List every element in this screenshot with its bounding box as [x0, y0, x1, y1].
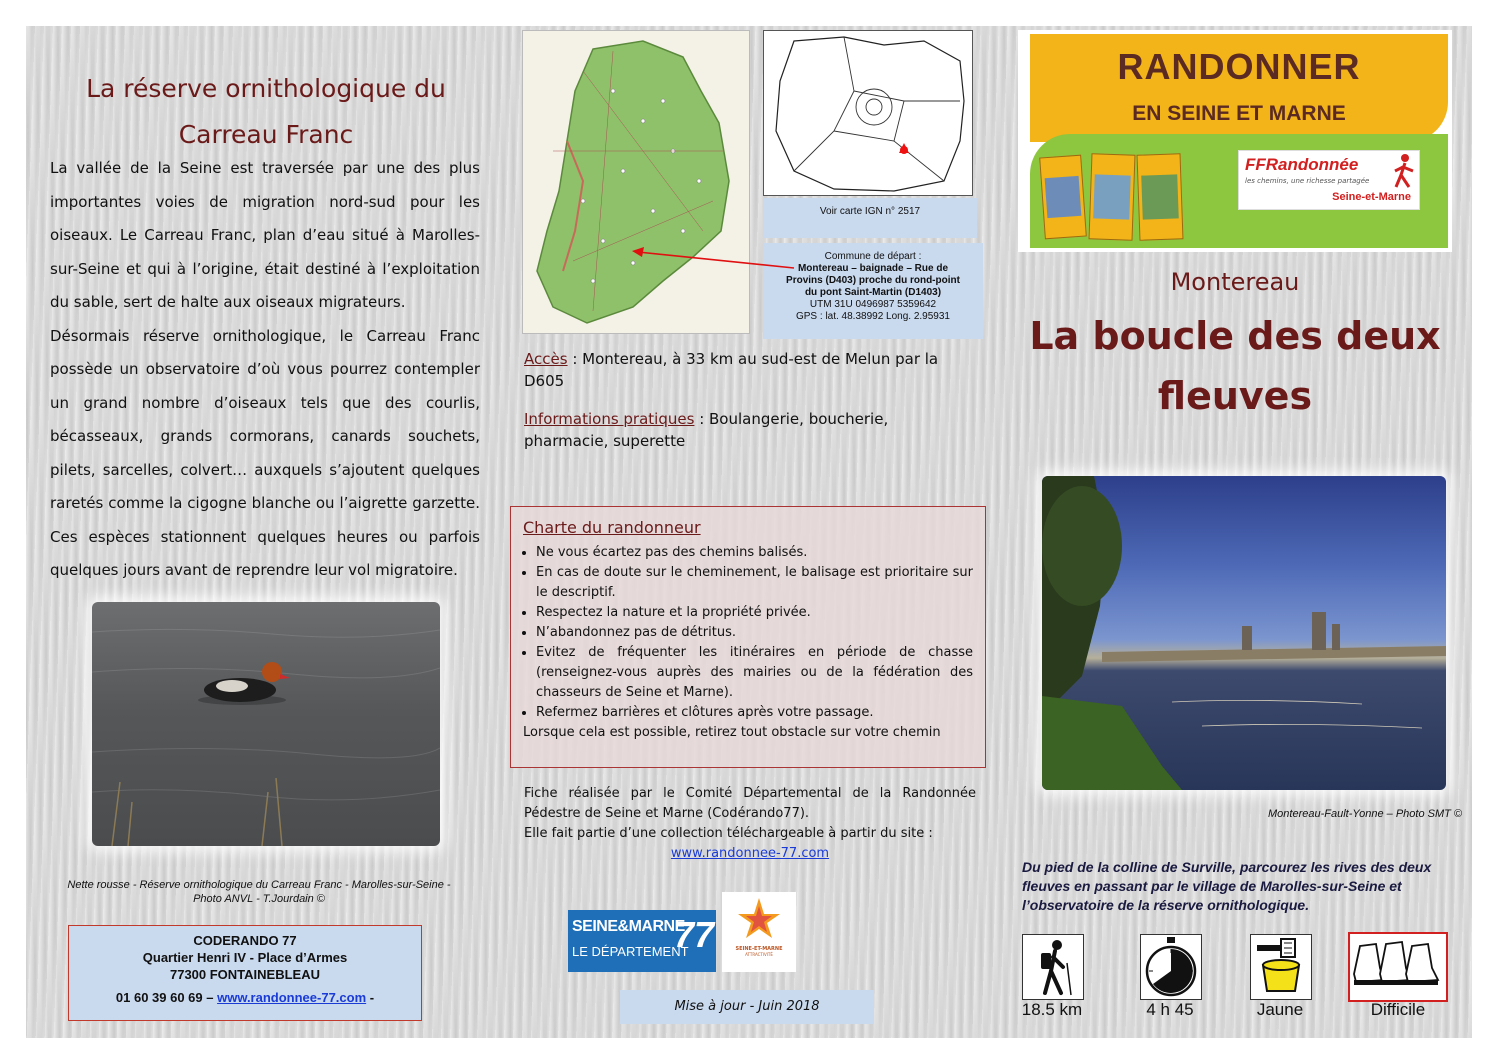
region-map — [763, 30, 973, 196]
duration-label: 4 h 45 — [1146, 1000, 1194, 1019]
star-icon — [722, 892, 796, 942]
access-label: Accès — [524, 350, 568, 368]
route-title-line2: fleuves — [1157, 374, 1313, 418]
river-photo — [1042, 476, 1446, 790]
stopwatch-icon — [1141, 935, 1201, 999]
banner-subtitle: EN SEINE ET MARNE — [1132, 102, 1346, 125]
practical-info-text: : Boulangerie, boucherie, pharmacie, superette — [524, 410, 889, 450]
duck-photo-image — [92, 602, 440, 846]
distance-icon-box — [1022, 934, 1084, 1000]
charte-item: • Ne vous écartez pas des chemins balisés. — [536, 543, 973, 563]
fiche-website-link[interactable]: www.randonnee-77.com — [670, 846, 830, 861]
charte-item: • Refermez barrières et clôtures après votre passage. — [536, 703, 973, 723]
reserve-paragraph-2: Désormais réserve ornithologique, le Carreau Franc possède un observatoire d’où vous pourrez contempler un grand nombre d’oiseaux tels que des courlis, bécasseaux, grands cormorans, canards souchets, pilets, sarcelles, colvert… auxquels s’ajoutent quelques raretés comme la cigogne blanche ou l’aigrette garzette. Ces espèces stationnent quelques heures ou parfois quelques jours avant de reprendre leur vol migratoire. — [50, 326, 480, 579]
charte-item: • En cas de doute sur le cheminement, le balisage est prioritaire sur le descriptif. — [536, 563, 973, 603]
charte-list — [523, 543, 973, 723]
balisage-label: Jaune — [1256, 1000, 1304, 1019]
duck-caption-line1: Nette rousse - Réserve ornithologique du Carreau Franc - Marolles-sur-Seine - — [67, 879, 451, 891]
reserve-paragraph-1: La vallée de la Seine est traversée par une des plus importantes voies de migration nord-sud pour les oiseaux. Le Carreau Franc, plan d’eau situé à Marolles-sur-Seine et qui à l’origine, était destiné à l’exploitation du sable, sert de halte aux oiseaux migrateurs. — [50, 159, 480, 311]
charte-item: • N’abandonnez pas de détritus. — [536, 623, 973, 643]
ffr-walker-icon — [1393, 153, 1415, 189]
town-name: Montereau — [1170, 268, 1300, 296]
departure-line-2: Provins (D403) proche du rond-point — [786, 275, 960, 286]
route-description: Du pied de la colline de Surville, parcourez les rives des deux fleuves en passant par le village de Marolles-sur-Seine et l’observatoire de la réserve ornithologique. — [1022, 859, 1432, 913]
departure-line-3: du pont Saint-Martin (D1403) — [804, 287, 942, 298]
duck-photo-caption — [26, 878, 492, 906]
contact-website-link[interactable]: www.randonnee-77.com — [217, 990, 367, 1005]
river-photo-image — [1042, 476, 1446, 790]
topo-guide-cover — [1089, 153, 1136, 240]
contact-trail: - — [366, 990, 375, 1005]
difficulty-label: Difficile — [1370, 1000, 1426, 1019]
arrow-icon — [626, 246, 796, 286]
fiche-line-1: Fiche réalisée par le Comité Départemental de la Randonnée Pédestre de Seine et Marne (Codérando77). — [524, 786, 976, 821]
charte-closing: Lorsque cela est possible, retirez tout obstacle sur votre chemin — [523, 725, 941, 740]
region-map-image — [764, 31, 972, 195]
boots-icon — [1350, 934, 1446, 1000]
ign-map-text: Voir carte IGN n° 2517 — [819, 206, 921, 217]
update-box — [620, 990, 874, 1024]
seine-logo-line1: SEINE&MARNE — [572, 918, 685, 935]
department-map-image — [523, 31, 749, 333]
update-text: Mise à jour - Juin 2018 — [674, 999, 820, 1014]
river-photo-caption: Montereau-Fault-Yonne – Photo SMT © — [1268, 808, 1462, 820]
charte-title: Charte du randonneur — [523, 518, 701, 537]
contact-box — [68, 925, 422, 1021]
attractivity-logo — [722, 892, 796, 972]
departure-utm: UTM 31U 0496987 5359642 — [809, 299, 937, 310]
topo-guide-cover — [1039, 155, 1087, 240]
reserve-title-line1: La réserve ornithologique du — [86, 74, 446, 103]
route-title — [1018, 306, 1452, 426]
departure-box — [763, 243, 983, 339]
contact-address-2: 77300 FONTAINEBLEAU — [169, 967, 320, 982]
department-map — [522, 30, 750, 334]
practical-info-line — [524, 408, 949, 452]
paint-brush-icon — [1251, 935, 1311, 999]
duck-caption-line2: Photo ANVL - T.Jourdain © — [193, 893, 325, 905]
charte-box — [510, 506, 986, 768]
charte-item: • Respectez la nature et la propriété privée. — [536, 603, 973, 623]
balisage-icon-box — [1250, 934, 1312, 1000]
contact-name: CODERANDO 77 — [193, 933, 297, 948]
ffr-region: Seine-et-Marne — [1332, 191, 1411, 203]
hiker-icon — [1023, 935, 1083, 999]
contact-address-1: Quartier Henri IV - Place d’Armes — [142, 950, 348, 965]
banner — [1018, 30, 1452, 252]
brochure-page — [26, 26, 1472, 1038]
distance-label: 18.5 km — [1021, 1000, 1083, 1019]
attractivity-logo-sub: ATTRACTIVITÉ — [745, 952, 773, 957]
ffr-logo — [1238, 150, 1420, 210]
practical-info-label: Informations pratiques — [524, 410, 695, 428]
ffr-logo-text: FFRandonnée — [1245, 155, 1359, 174]
route-title-line1: La boucle des deux — [1029, 314, 1441, 358]
access-info — [524, 348, 949, 452]
reserve-description — [50, 152, 480, 588]
attractivity-logo-text: SEINE-ET-MARNE — [735, 946, 783, 952]
difficulty-icon-box — [1348, 932, 1448, 1002]
banner-title: RANDONNER — [1117, 46, 1361, 87]
duration-icon-box — [1140, 934, 1202, 1000]
seine-logo-line2: LE DÉPARTEMENT — [572, 944, 689, 959]
contact-phone-line — [69, 989, 421, 1006]
fiche-line-2: Elle fait partie d’une collection téléchargeable à partir du site : — [524, 826, 933, 841]
access-line — [524, 348, 949, 392]
contact-phone: 01 60 39 60 69 – — [115, 990, 218, 1005]
seine-et-marne-logo — [568, 910, 716, 972]
seine-logo-number: 77 — [673, 914, 714, 955]
ffr-tagline: les chemins, une richesse partagée — [1245, 177, 1370, 185]
topo-guide-cover — [1137, 153, 1184, 240]
departure-gps: GPS : lat. 48.38992 Long. 2.95931 — [795, 311, 950, 322]
reserve-title — [46, 66, 486, 158]
departure-label: Commune de départ : — [824, 251, 922, 262]
ign-map-box — [763, 198, 977, 238]
reserve-title-line2: Carreau Franc — [178, 120, 354, 149]
departure-line-1: Montereau – baignade – Rue de — [797, 263, 949, 274]
duck-photo — [92, 602, 440, 846]
charte-item: • Evitez de fréquenter les itinéraires en période de chasse (renseignez-vous auprès des mairies ou de la fédération des chasseurs de Seine et Marne). — [536, 643, 973, 703]
fiche-info — [524, 784, 976, 864]
access-text: : Montereau, à 33 km au sud-est de Melun par la D605 — [524, 350, 939, 390]
